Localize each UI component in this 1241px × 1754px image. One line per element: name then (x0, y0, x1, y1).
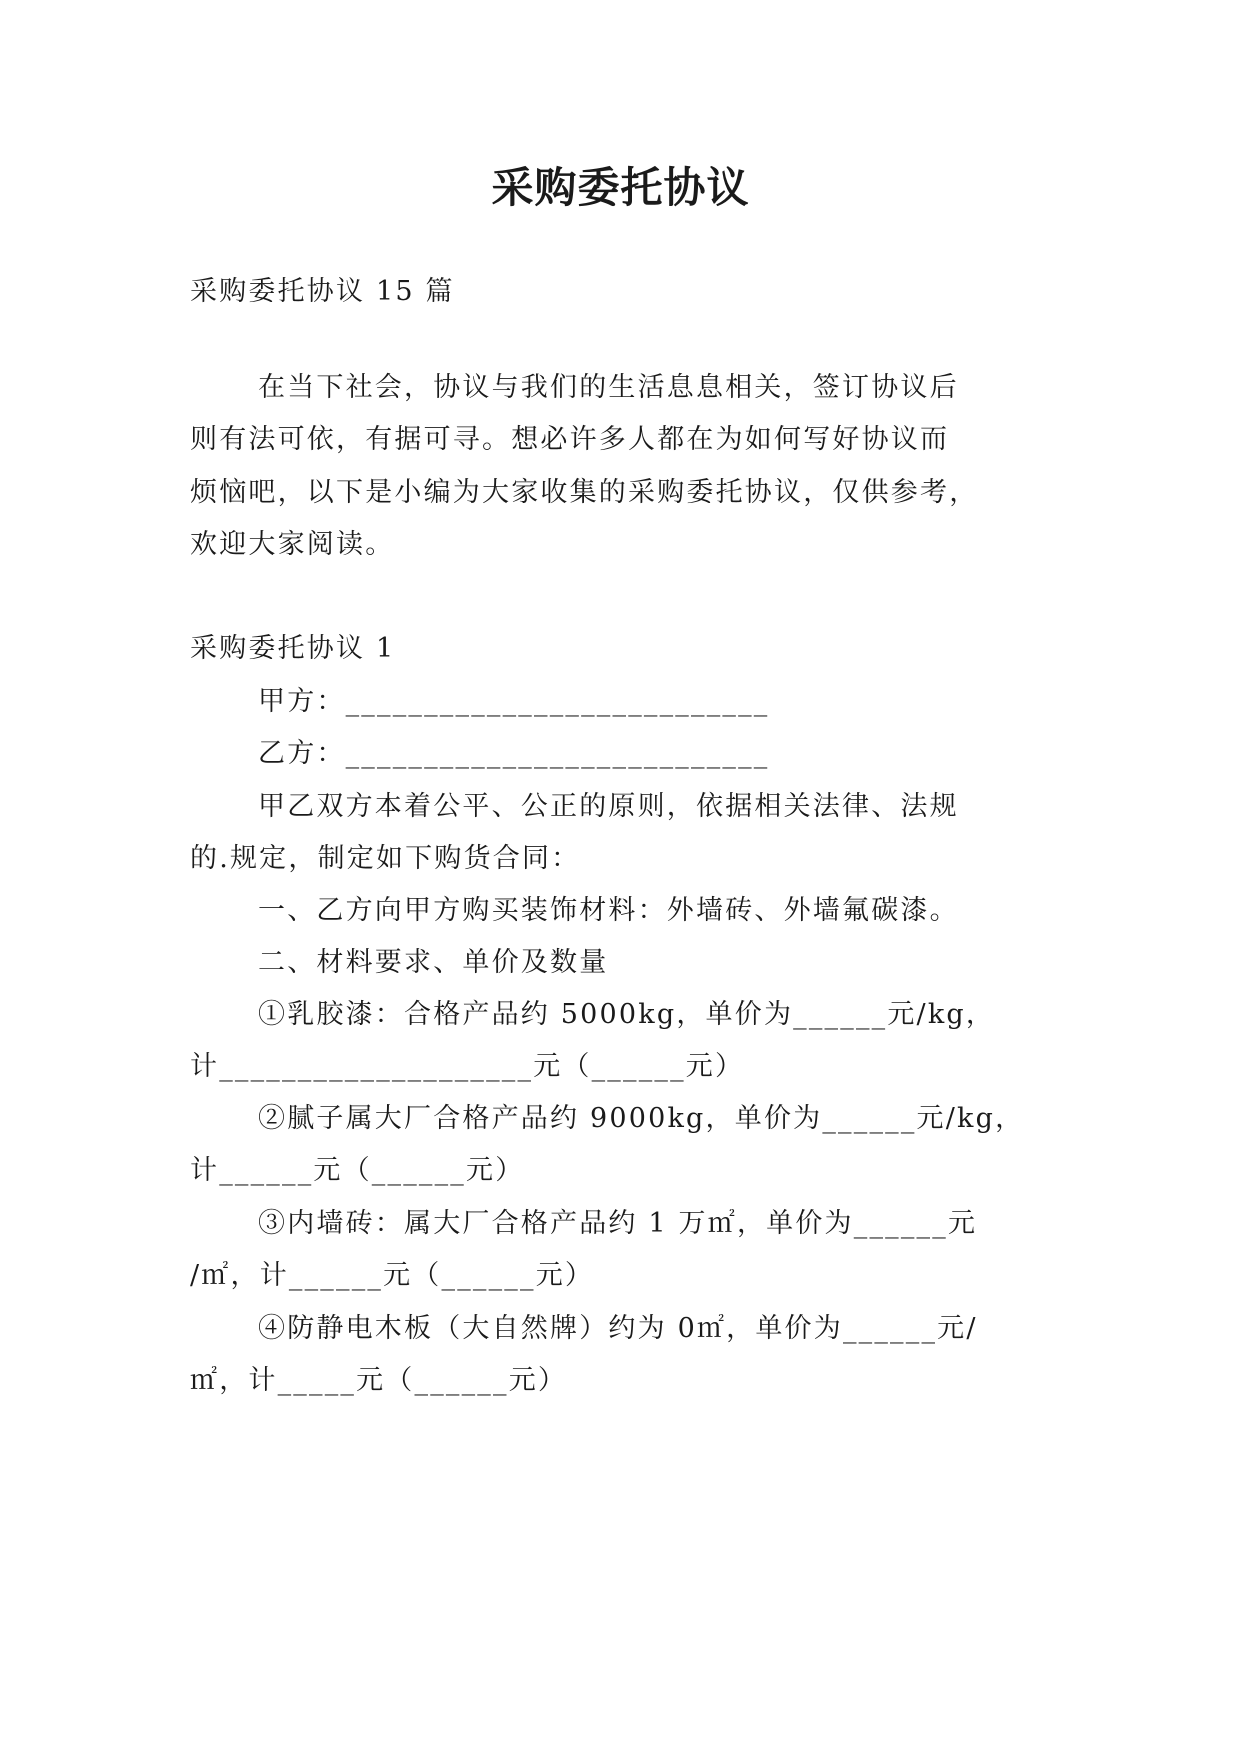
item-3-line: /㎡，计______元（______元） (190, 1260, 595, 1291)
clause-1: 一、乙方向甲方购买装饰材料：外墙砖、外墙氟碳漆。 (258, 895, 959, 926)
intro-line: 则有法可依，有据可寻。想必许多人都在为如何写好协议而 (190, 424, 950, 455)
item-2-line: ②腻子属大厂合格产品约 9000kg，单价为______元/kg， (258, 1103, 1025, 1134)
item-2-line: 计______元（______元） (190, 1155, 525, 1186)
subtitle: 采购委托协议 15 篇 (190, 276, 455, 307)
principle-line: 甲乙双方本着公平、公正的原则，依据相关法律、法规 (258, 791, 959, 822)
intro-line: 在当下社会，协议与我们的生活息息相关，签订协议后 (258, 372, 959, 403)
item-1-line: ①乳胶漆：合格产品约 5000kg，单价为______元/kg， (258, 999, 996, 1030)
intro-line: 烦恼吧，以下是小编为大家收集的采购委托协议，仅供参考， (190, 477, 979, 508)
item-4-line: ㎡，计_____元（______元） (190, 1365, 568, 1396)
intro-line: 欢迎大家阅读。 (190, 529, 395, 560)
document-title: 采购委托协议 (491, 163, 750, 212)
clause-2: 二、材料要求、单价及数量 (258, 947, 609, 978)
section-heading: 采购委托协议 1 (190, 633, 396, 664)
item-1-line: 计____________________元（______元） (190, 1051, 745, 1082)
party-b-line: 乙方：___________________________ (258, 738, 770, 769)
item-4-line: ④防静电木板（大自然牌）约为 0㎡，单价为______元/ (258, 1313, 978, 1344)
party-a-line: 甲方：___________________________ (258, 686, 770, 717)
item-3-line: ③内墙砖：属大厂合格产品约 1 万㎡，单价为______元 (258, 1208, 978, 1239)
principle-line: 的.规定，制定如下购货合同： (190, 843, 581, 874)
